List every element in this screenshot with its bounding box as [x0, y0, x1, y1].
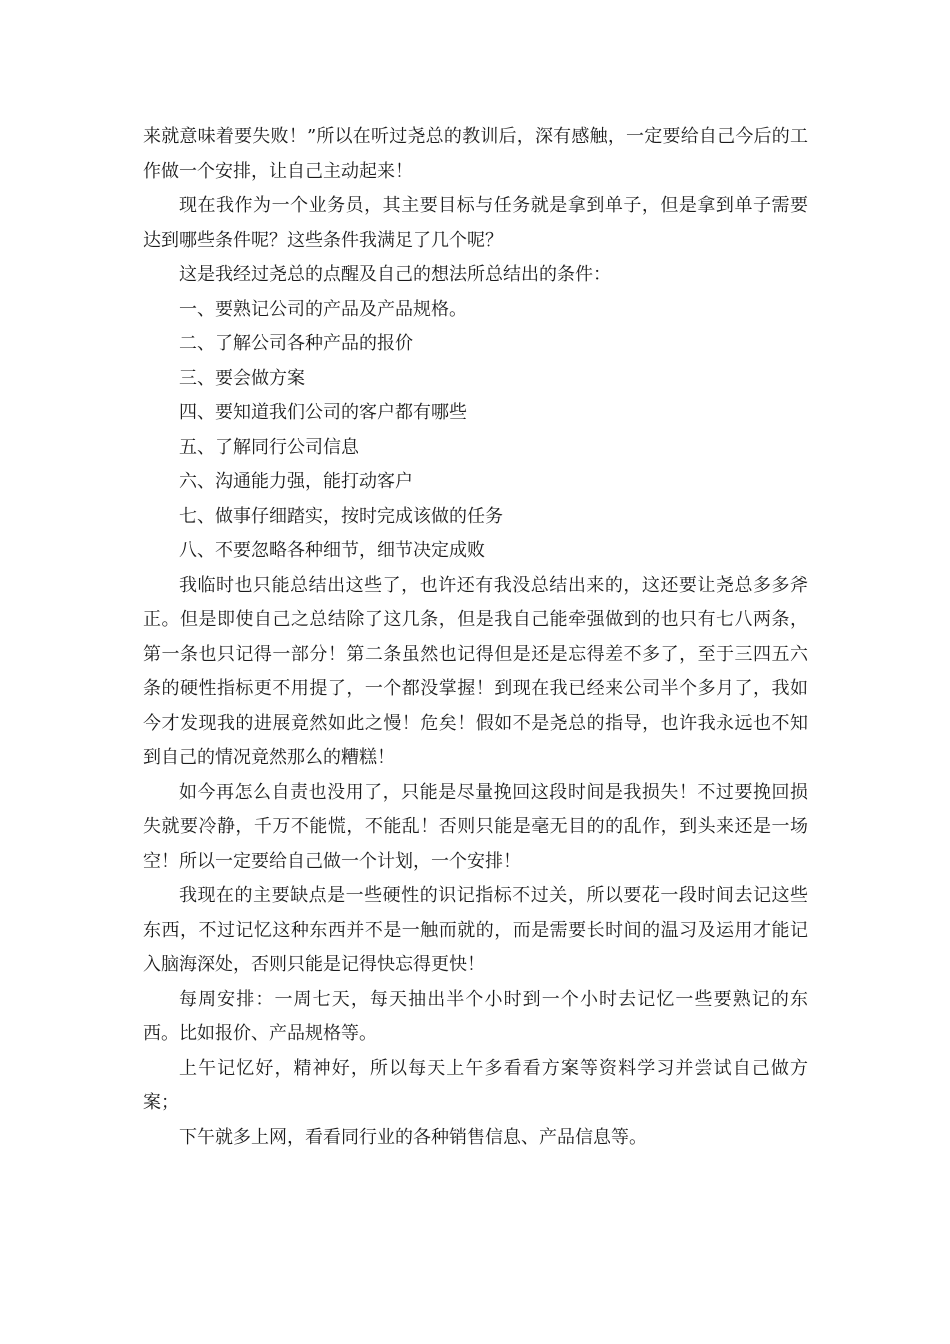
list-item-3: 三、要会做方案 [179, 367, 305, 389]
paragraph-weekly-schedule: 每周安排：一周七天，每天抽出半个小时到一个小时去记忆一些要熟记的东西。比如报价、产品规格等。 [143, 988, 808, 1044]
list-item-6: 六、沟通能力强，能打动客户 [179, 471, 413, 492]
list-item-4: 四、要知道我们公司的客户都有哪些 [179, 402, 467, 423]
paragraph-afternoon-schedule: 下午就多上网，看看同行业的各种销售信息、产品信息等。 [179, 1126, 647, 1148]
paragraph-morning-schedule: 上午记忆好，精神好，所以每天上午多看看方案等资料学习并尝试自己做方案； [143, 1057, 808, 1113]
paragraph-goal: 现在我作为一个业务员，其主要目标与任务就是拿到单子，但是拿到单子需要达到哪些条件呢？这些条件我满足了几个呢？ [143, 195, 808, 251]
paragraph-conditions-intro: 这是我经过尧总的点醒及自己的想法所总结出的条件： [179, 264, 611, 285]
list-item-1: 一、要熟记公司的产品及产品规格。 [179, 298, 467, 320]
list-item-8: 八、不要忽略各种细节，细节决定成败 [179, 540, 485, 561]
paragraph-plan-needed: 如今再怎么自责也没用了，只能是尽量挽回这段时间是我损失！不过要挽回损失就要冷静，千万不能慌，不能乱！否则只能是毫无目的的乱作，到头来还是一场空！所以一定要给自己做一个计划，一个安排！ [143, 781, 808, 872]
paragraph-self-assessment: 我临时也只能总结出这些了，也许还有我没总结出来的，这还要让尧总多多斧正。但是即使自己之总结除了这几条，但是我自己能牵强做到的也只有七八两条，第一条也只记得一部分！第二条虽然也记得但是还是忘得差不多了，至于三四五六条的硬性指标更不用提了，一个都没掌握！到现在我已经来公司半个多月了，我如今才发现我的进展竟然如此之慢！危矣！假如不是尧总的指导，也许我永远也不知到自己的情况竟然那么的糟糕！ [143, 574, 808, 768]
list-item-2: 二、了解公司各种产品的报价 [179, 333, 413, 354]
document-body [143, 120, 808, 1155]
list-item-7: 七、做事仔细踏实，按时完成该做的任务 [179, 505, 503, 527]
paragraph-weakness: 我现在的主要缺点是一些硬性的识记指标不过关，所以要花一段时间去记这些东西，不过记忆这种东西并不是一触而就的，而是需要长时间的温习及运用才能记入脑海深处，否则只能是记得快忘得更快！ [143, 885, 808, 975]
paragraph-intro-continuation: 来就意味着要失败！”所以在听过尧总的教训后，深有感触，一定要给自己今后的工作做一个安排，让自己主动起来！ [143, 126, 808, 182]
list-item-5: 五、了解同行公司信息 [179, 436, 359, 458]
